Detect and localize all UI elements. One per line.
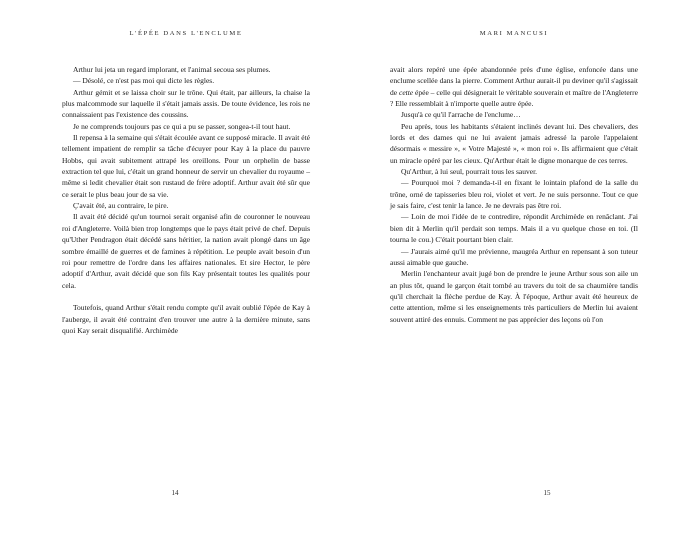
paragraph: Je ne comprends toujours pas ce qui a pu se passer, songea-t-il tout haut. — [73, 121, 291, 131]
paragraph: — Loin de moi l'idée de te contredire, répondit Archimède en renâclant. J'ai bien dit à Merlin qu'il perdait son temps. Mais il a vu quelque chose en toi. (Il tourna le cou.) C'était pourtant bien clair. — [390, 212, 638, 245]
page-number-right: 15 — [543, 489, 551, 497]
paragraph: Jusqu'à ce qu'il l'arrache de l'enclume… — [401, 110, 521, 120]
paragraph: Peu après, tous les habitants s'étaient inclinés devant lui. Des chevaliers, des lords et des dames qui ne lui avaient jamais adressé la parole l'appelaient désormais « messire », « Votre Majesté », « mon roi ». Ils affirmaient que c'était un miracle opéré par les cieux. Qu'Arthur était le digne monarque de ces terres. — [390, 121, 638, 165]
body-text-left — [62, 64, 310, 336]
paragraph: Il repensa à la semaine qui s'était écoulée avant ce supposé miracle. Il avait été tellement impatient de remplir sa tâche d'écuyer pour Kay à la place du pauvre Hobbs, qui avait subitement attrapé les oreillons. Pour un orphelin de basse extraction tel que lui, c'était un grand honneur de servir un chevalier du royaume – même si ledit chevalier était son rustaud de frère adoptif. Arthur avait été sûr que ce serait le plus beau jour de sa vie. — [62, 133, 310, 199]
paragraph: Ç'avait été, au contraire, le pire. — [73, 201, 169, 211]
running-head-left: L'ÉPÉE DANS L'ENCLUME — [129, 30, 243, 37]
page-number-left: 14 — [171, 489, 179, 497]
paragraph: — J'aurais aimé qu'il me prévienne, maugréa Arthur en repensant à son tuteur aussi aimable que gauche. — [390, 246, 638, 267]
paragraph: Arthur lui jeta un regard implorant, et l'animal secoua ses plumes. — [73, 65, 271, 74]
page-right — [350, 0, 700, 537]
paragraph: avait alors repéré une épée abandonnée près d'une église, enfoncée dans une enclume scellée dans la pierre. Comment Arthur aurait-il pu deviner qu'il s'agissait de cette épée – celle qui désignerait le véritable souverain et maître de l'Angleterre ? Elle ressemblait à n'importe quelle autre épée. — [390, 65, 638, 109]
body-text-right — [390, 64, 638, 325]
running-head-right: MARI MANCUSI — [479, 30, 549, 37]
paragraph: Arthur gémit et se laissa choir sur le trône. Qui était, par ailleurs, la chaise la plus malcommode sur laquelle il s'était jamais assis. De toute évidence, les rois ne connaissaient pas l'existence des coussins. — [62, 87, 310, 120]
paragraph: Merlin l'enchanteur avait jugé bon de prendre le jeune Arthur sous son aile un an plus tôt, quand le garçon était tombé au travers du toit de sa chaumière tandis qu'il cherchait la flèche perdue de Kay. À l'époque, Arthur avait été heureux de cette attention, même si les enseignements très particuliers de Merlin lui avaient souvent attiré des ennuis. Comment ne pas apprécier des leçons où l'on — [390, 269, 638, 324]
paragraph: Qu'Arthur, à lui seul, pourrait tous les sauver. — [401, 167, 538, 177]
paragraph: — Désolé, ce n'est pas moi qui dicte les règles. — [73, 76, 215, 86]
paragraph: Il avait été décidé qu'un tournoi serait organisé afin de couronner le nouveau roi d'Angleterre. Voilà bien trop longtemps que le pays était privé de chef. Depuis qu'Uther Pendragon était décédé sans héritier, la nation avait plongé dans un âge sombre émaillé de guerres et de famines à répétition. Le peuple avait besoin d'un roi pour remettre de l'ordre dans les affaires nationales. Et sire Hector, le père adoptif d'Arthur, avait décidé que son fils Kay présentait toutes les qualités pour cela. — [62, 212, 310, 290]
paragraph: Toutefois, quand Arthur s'était rendu compte qu'il avait oublié l'épée de Kay à l'auberge, il avait été contraint d'en trouver une autre à la dernière minute, sans quoi Kay serait disqualifié. Archimède — [62, 303, 310, 335]
paragraph: — Pourquoi moi ? demanda-t-il en fixant le lointain plafond de la salle du trône, orné de tapisseries bleu roi, violet et vert. Je ne suis personne. Tout ce que je sais faire, c'est tenir la lance. Je ne devrais pas être roi. — [390, 178, 638, 211]
